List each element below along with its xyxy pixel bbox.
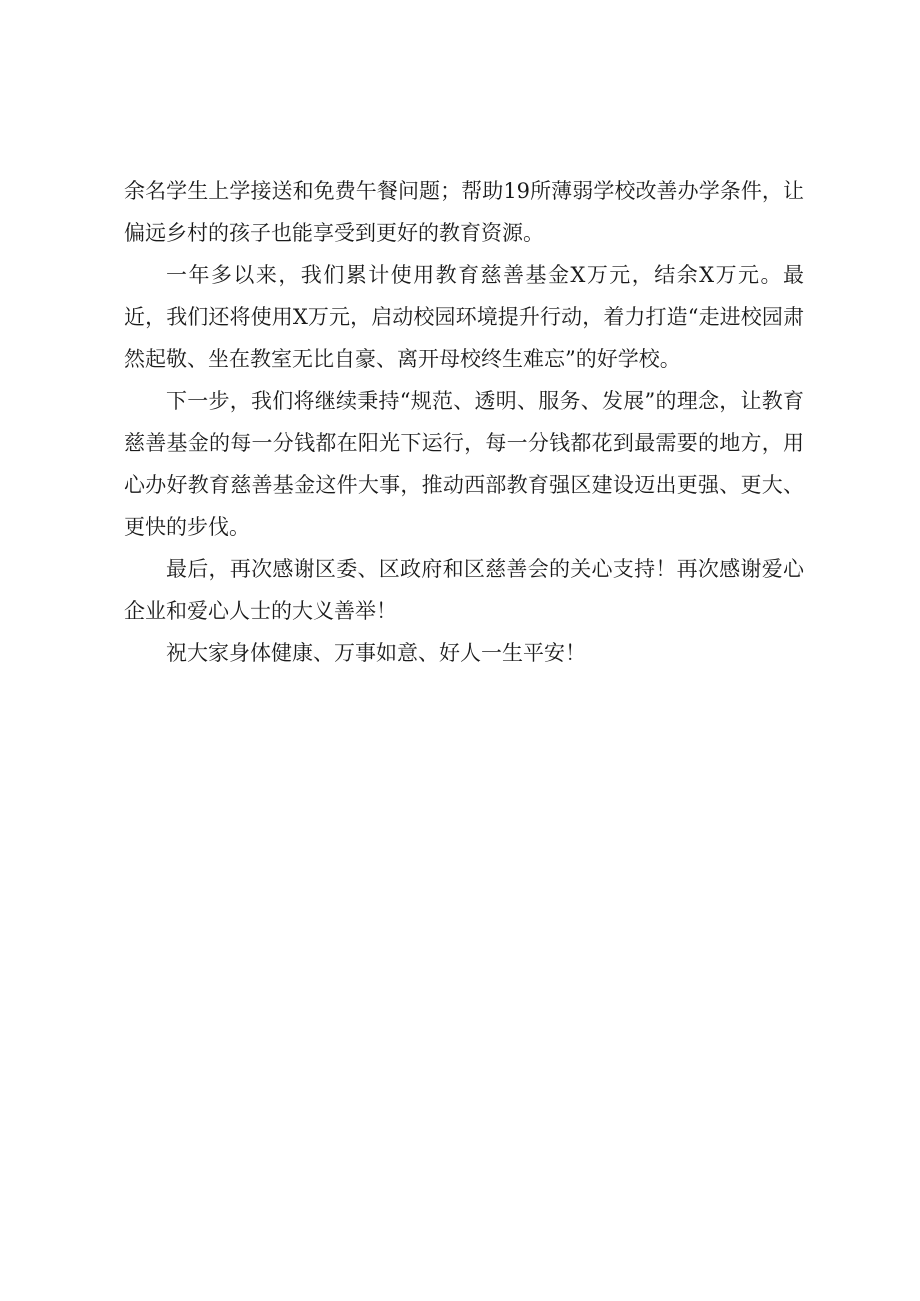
paragraph-next-steps: 下一步，我们将继续秉持“规范、透明、服务、发展”的理念，让教育慈善基金的每一分钱都在阳光下运行，每一分钱都花到最需要的地方，用心办好教育慈善基金这件大事，推动西部教育强区建设迈出更强、更大、更快的步伐。 xyxy=(124,389,804,539)
paragraph-fund-usage: 一年多以来，我们累计使用教育慈善基金X万元，结余X万元。最近，我们还将使用X万元，启动校园环境提升行动，着力打造“走进校园肃然起敬、坐在教室无比自豪、离开母校终生难忘”的好学校。 xyxy=(124,263,804,371)
document-body xyxy=(124,170,804,674)
paragraph-continuation: 余名学生上学接送和免费午餐问题；帮助19所薄弱学校改善办学条件，让偏远乡村的孩子也能享受到更好的教育资源。 xyxy=(124,179,804,245)
paragraph-closing-wishes: 祝大家身体健康、万事如意、好人一生平安！ xyxy=(166,641,586,665)
paragraph-thanks: 最后，再次感谢区委、区政府和区慈善会的关心支持！再次感谢爱心企业和爱心人士的大义善举！ xyxy=(124,557,804,623)
